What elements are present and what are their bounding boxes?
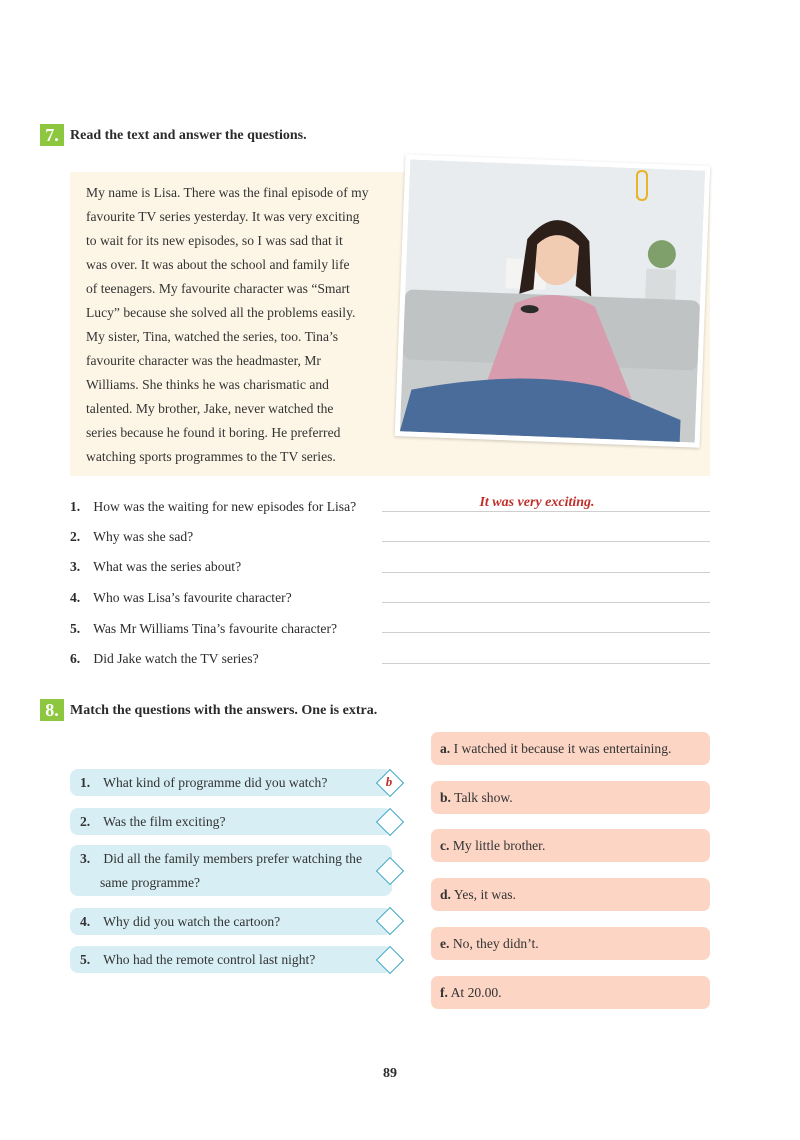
match-question-text: What kind of programme did you watch? <box>103 775 328 790</box>
passage-line: Williams. She thinks he was charismatic and <box>86 377 329 392</box>
question-number: 1. <box>70 499 81 514</box>
question-text: How was the waiting for new episodes for Lisa? <box>93 499 357 514</box>
option-text: I watched it because it was entertaining. <box>453 741 672 756</box>
answer-line[interactable] <box>382 511 710 512</box>
option-letter: c. <box>440 838 450 853</box>
match-question-text: Who had the remote control last night? <box>103 952 316 967</box>
match-answer-option <box>431 976 710 1009</box>
page-number: 89 <box>383 1066 397 1081</box>
match-question-number: 4. <box>80 914 91 929</box>
passage-line: talented. My brother, Jake, never watched the <box>86 401 334 416</box>
option-letter: b. <box>440 790 451 805</box>
match-answer-option <box>431 781 710 814</box>
question-text: What was the series about? <box>93 559 242 574</box>
match-question-text-cont: same programme? <box>100 875 201 890</box>
option-text: At 20.00. <box>450 985 502 1000</box>
passage-line: of teenagers. My favourite character was “Smart <box>86 281 350 296</box>
match-answer-option <box>431 927 710 960</box>
question-row <box>70 621 337 641</box>
match-question-text: Why did you watch the cartoon? <box>103 914 281 929</box>
match-question-text: Was the film exciting? <box>103 814 226 829</box>
answer-written: It was very exciting. <box>479 495 595 510</box>
match-answer-option <box>431 829 710 862</box>
option-letter: e. <box>440 936 450 951</box>
option-text: Talk show. <box>454 790 513 805</box>
answer-line[interactable] <box>382 663 710 664</box>
passage-line: My sister, Tina, watched the series, too. Tina’s <box>86 329 339 344</box>
option-text: My little brother. <box>452 838 546 853</box>
match-question-number: 5. <box>80 952 91 967</box>
option-letter: a. <box>440 741 451 756</box>
passage-line: to wait for its new episodes, so I was sad that it <box>86 233 343 248</box>
match-question <box>70 845 392 896</box>
match-question <box>70 769 392 796</box>
match-question-number: 1. <box>80 775 91 790</box>
answer-line[interactable] <box>382 541 710 542</box>
passage-line: was over. It was about the school and family life <box>86 257 350 272</box>
question-row <box>70 529 193 549</box>
question-row <box>70 651 259 671</box>
question-row <box>70 559 241 579</box>
question-number: 6. <box>70 651 81 666</box>
match-answer-option <box>431 732 710 765</box>
passage-line: favourite character was the headmaster, Mr <box>86 353 321 368</box>
question-number: 3. <box>70 559 81 574</box>
option-text: Yes, it was. <box>453 887 516 902</box>
reading-passage <box>86 181 386 469</box>
answer-line[interactable] <box>382 632 710 633</box>
question-row <box>70 499 356 519</box>
match-question <box>70 946 392 973</box>
question-text: Why was she sad? <box>93 529 194 544</box>
match-answer-option <box>431 878 710 911</box>
question-text: Was Mr Williams Tina’s favourite character? <box>93 621 338 636</box>
match-question <box>70 908 392 935</box>
match-letter: b <box>385 774 393 789</box>
section-7-instruction: Read the text and answer the questions. <box>70 128 307 143</box>
answer-line[interactable] <box>382 572 710 573</box>
match-question-number: 3. <box>80 851 91 866</box>
answer-line[interactable] <box>382 602 710 603</box>
match-question-text: Did all the family members prefer watching the <box>103 851 362 866</box>
option-text: No, they didn’t. <box>452 936 539 951</box>
question-number: 5. <box>70 621 81 636</box>
question-number: 4. <box>70 590 81 605</box>
match-question <box>70 808 392 835</box>
section-8-number: 8. <box>40 699 64 721</box>
passage-line: favourite TV series yesterday. It was very exciting <box>86 209 360 224</box>
match-question-number: 2. <box>80 814 91 829</box>
section-8-instruction: Match the questions with the answers. One is extra. <box>70 703 378 718</box>
section-7-number: 7. <box>40 124 64 146</box>
passage-line: series because he found it boring. He preferred <box>86 425 341 440</box>
paperclip-icon <box>631 168 653 204</box>
option-letter: d. <box>440 887 451 902</box>
option-letter: f. <box>440 985 448 1000</box>
question-number: 2. <box>70 529 81 544</box>
question-text: Did Jake watch the TV series? <box>93 651 259 666</box>
question-text: Who was Lisa’s favourite character? <box>93 590 292 605</box>
question-row <box>70 590 292 610</box>
passage-line: My name is Lisa. There was the final episode of my <box>86 185 369 200</box>
photo-woman-watching-tv <box>395 154 711 448</box>
passage-line: Lucy” because she solved all the problems easily. <box>86 305 356 320</box>
passage-line: watching sports programmes to the TV series. <box>86 449 336 464</box>
